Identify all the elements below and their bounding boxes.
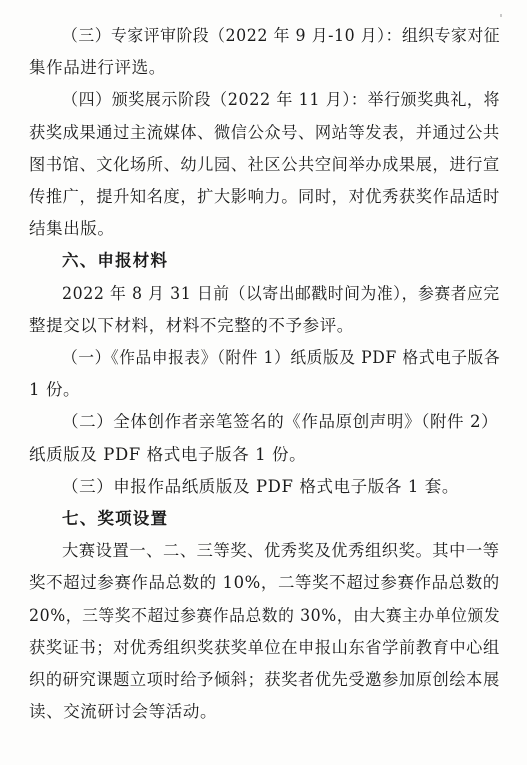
stage-4-line-3: 图书馆、文化场所、幼儿园、社区公共空间举办成果展，进行宣 bbox=[29, 154, 500, 174]
awards-line-6: 读、交流研讨会等活动。 bbox=[29, 702, 218, 722]
stage-3-line-1: （三）专家评审阶段（2022 年 9 月-10 月）：组织专家对征 bbox=[62, 26, 501, 45]
section-7-heading: 七、奖项设置 bbox=[62, 509, 169, 528]
material-1-line-1: （一）《作品申报表》（附件 1）纸质版及 PDF 格式电子版各 bbox=[62, 348, 501, 367]
stage-3-line-2: 集作品进行评选。 bbox=[29, 58, 166, 78]
material-2-line-1: （二）全体创作者亲笔签名的《作品原创声明》（附件 2） bbox=[62, 412, 499, 432]
section-6-heading: 六、申报材料 bbox=[62, 251, 169, 271]
awards-line-1: 大赛设置一、二、三等奖、优秀奖及优秀组织奖。其中一等 bbox=[62, 541, 500, 561]
materials-intro-line-1: 2022 年 8 月 31 日前（以寄出邮戳时间为准），参赛者应完 bbox=[62, 283, 500, 303]
awards-line-5: 织的研究课题立项时给予倾斜；获奖者优先受邀参加原创绘本展 bbox=[29, 670, 500, 689]
stage-4-line-1: （四）颁奖展示阶段（2022 年 11 月）：举行颁奖典礼，将 bbox=[62, 90, 501, 110]
scan-speck bbox=[500, 14, 502, 17]
stage-4-line-2: 获奖成果通过主流媒体、微信公众号、网站等发表，并通过公共 bbox=[29, 122, 500, 142]
stage-4-line-5: 结集出版。 bbox=[29, 219, 115, 239]
material-1-line-2: 1 份。 bbox=[29, 380, 81, 400]
awards-line-2: 奖不超过参赛作品总数的 10%，二等奖不超过参赛作品总数的 bbox=[29, 573, 500, 593]
awards-line-3: 20%，三等奖不超过参赛作品总数的 30%，由大赛主办单位颁发 bbox=[29, 605, 501, 625]
awards-line-4: 获奖证书；对优秀组织奖获奖单位在申报山东省学前教育中心组 bbox=[29, 637, 500, 657]
materials-intro-line-2: 整提交以下材料，材料不完整的不予参评。 bbox=[29, 315, 354, 335]
material-3-line-1: （三）申报作品纸质版及 PDF 格式电子版各 1 套。 bbox=[62, 476, 459, 496]
material-2-line-2: 纸质版及 PDF 格式电子版各 1 份。 bbox=[29, 444, 307, 464]
stage-4-line-4: 传推广，提升知名度，扩大影响力。同时，对优秀获奖作品适时 bbox=[29, 187, 500, 206]
